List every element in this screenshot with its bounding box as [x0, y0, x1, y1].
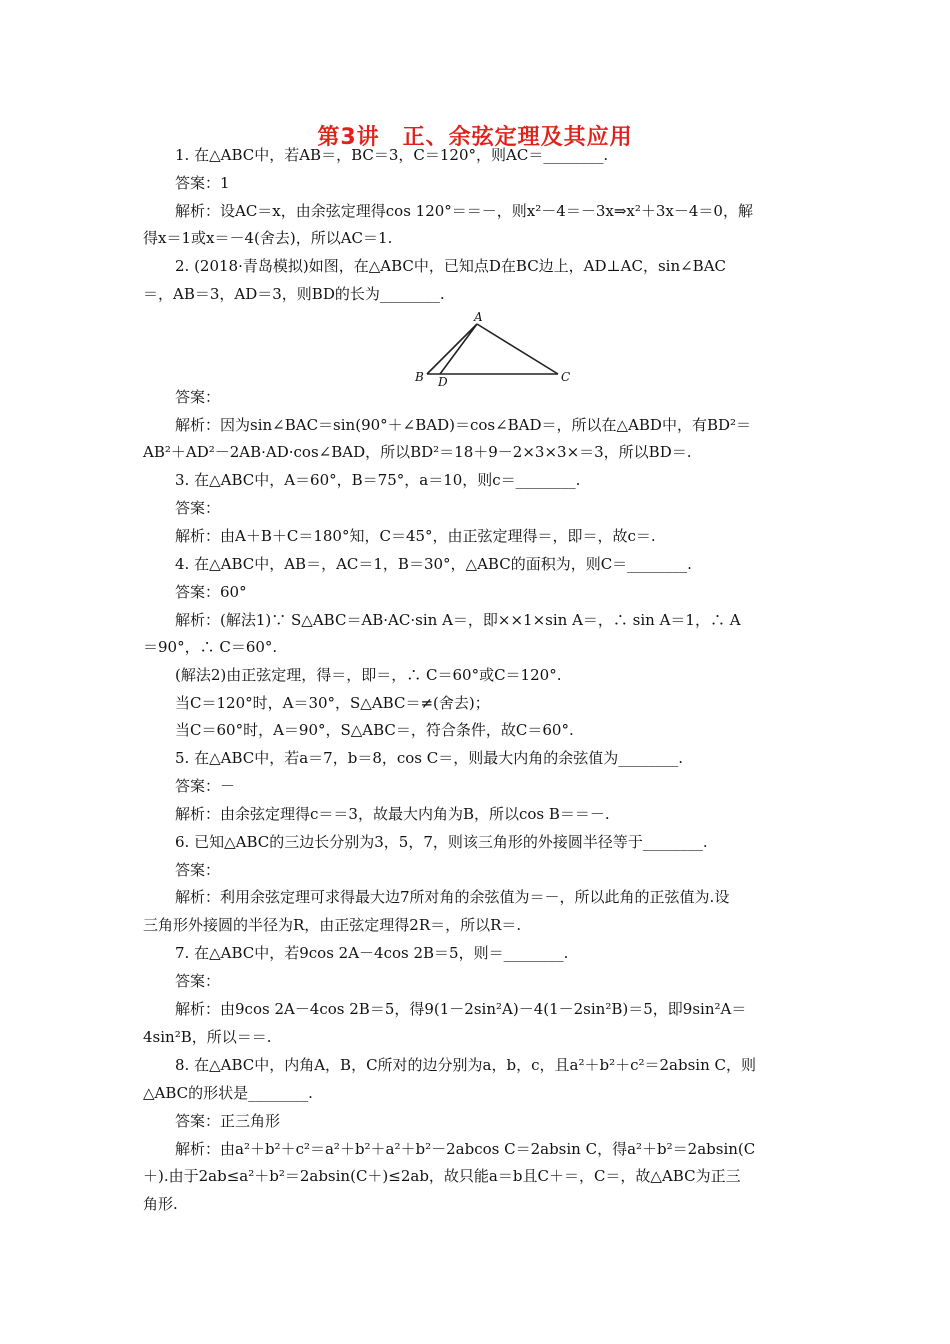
q6-solution-cont: 三角形外接圆的半径为R，由正弦定理得2R＝，所以R＝. [143, 916, 522, 934]
q3-answer: 答案： [175, 499, 221, 517]
q4-solution-2: (解法2)由正弦定理，得＝，即＝，∴ C＝60°或C＝120°. [175, 666, 562, 684]
q4-solution-2-case1: 当C＝120°时，A＝30°，S△ABC＝≠(舍去)； [175, 694, 490, 712]
q5-answer: 答案：－ [175, 777, 236, 795]
q3-text: 3. 在△ABC中，A＝60°，B＝75°，a＝10，则c＝________. [175, 471, 581, 489]
q2-text: 2. (2018·青岛模拟)如图，在△ABC中，已知点D在BC边上，AD⊥AC，sin∠BAC [175, 257, 727, 275]
q4-solution-1-cont: ＝90°，∴ C＝60°. [143, 638, 278, 656]
q7-text: 7. 在△ABC中，若9cos 2A－4cos 2B＝5，则＝________. [175, 944, 569, 962]
q1-solution: 解析：设AC＝x，由余弦定理得cos 120°＝＝－，则x²－4＝－3x⇒x²＋3x－4＝0，解 [175, 202, 753, 220]
q8-text: 8. 在△ABC中，内角A，B，C所对的边分别为a，b，c，且a²＋b²＋c²＝2absin C，则 [175, 1056, 756, 1074]
label-c: C [561, 370, 571, 384]
q8-solution-end: 角形. [143, 1195, 178, 1213]
q4-solution-2-case2: 当C＝60°时，A＝90°，S△ABC＝，符合条件，故C＝60°. [175, 721, 574, 739]
q7-solution: 解析：由9cos 2A－4cos 2B＝5，得9(1－2sin²A)－4(1－2sin²B)＝5，即9sin²A＝ [175, 1000, 747, 1018]
label-d: D [438, 375, 448, 389]
q4-text: 4. 在△ABC中，AB＝，AC＝1，B＝30°，△ABC的面积为，则C＝________. [175, 555, 692, 573]
q7-solution-cont: 4sin²B，所以＝＝. [143, 1028, 272, 1046]
q2-solution-cont: AB²＋AD²－2AB·AD·cos∠BAD，所以BD²＝18＋9－2×3×3×＝3，所以BD＝. [143, 443, 692, 461]
q8-solution-cont: ＋).由于2ab≤a²＋b²＝2absin(C＋)≤2ab，故只能a＝b且C＋＝，C＝，故△ABC为正三 [143, 1167, 741, 1185]
q6-text: 6. 已知△ABC的三边长分别为3，5，7，则该三角形的外接圆半径等于________. [175, 833, 708, 851]
q7-answer: 答案： [175, 972, 221, 990]
q6-solution: 解析：利用余弦定理可求得最大边7所对角的余弦值为＝－，所以此角的正弦值为.设 [175, 888, 730, 906]
side-ac [477, 324, 558, 374]
q1-answer: 答案：1 [175, 174, 230, 192]
q1-text: 1. 在△ABC中，若AB＝，BC＝3，C＝120°，则AC＝________. [175, 146, 609, 164]
q4-answer: 答案：60° [175, 583, 247, 601]
triangle-figure [405, 310, 585, 390]
side-ab [427, 324, 477, 374]
q5-solution: 解析：由余弦定理得c＝＝3，故最大内角为B，所以cos B＝＝－. [175, 805, 610, 823]
q2-text-cont: ＝，AB＝3，AD＝3，则BD的长为________. [143, 285, 445, 303]
q4-solution-1: 解析：(解法1)∵ S△ABC＝AB·AC·sin A＝，即××1×sin A＝，∴ sin A＝1，∴ A [175, 611, 741, 629]
label-a: A [474, 310, 483, 324]
q8-solution: 解析：由a²＋b²＋c²＝a²＋b²＋a²＋b²－2abcos C＝2absin C，得a²＋b²＝2absin(C [175, 1140, 756, 1158]
q5-text: 5. 在△ABC中，若a＝7，b＝8，cos C＝，则最大内角的余弦值为________. [175, 749, 684, 767]
q8-text-cont: △ABC的形状是________. [143, 1084, 313, 1102]
q2-solution: 解析：因为sin∠BAC＝sin(90°＋∠BAD)＝cos∠BAD＝，所以在△ABD中，有BD²＝ [175, 416, 752, 434]
q8-answer: 答案：正三角形 [175, 1112, 281, 1130]
segment-ad [440, 324, 477, 374]
q6-answer: 答案： [175, 861, 221, 879]
q3-solution: 解析：由A＋B＋C＝180°知，C＝45°，由正弦定理得＝，即＝，故c＝. [175, 527, 656, 545]
page-title: 第3讲 正、余弦定理及其应用 [317, 125, 633, 150]
q1-solution-cont: 得x＝1或x＝－4(舍去)，所以AC＝1. [143, 229, 393, 247]
q2-answer: 答案： [175, 388, 221, 406]
label-b: B [415, 370, 424, 384]
